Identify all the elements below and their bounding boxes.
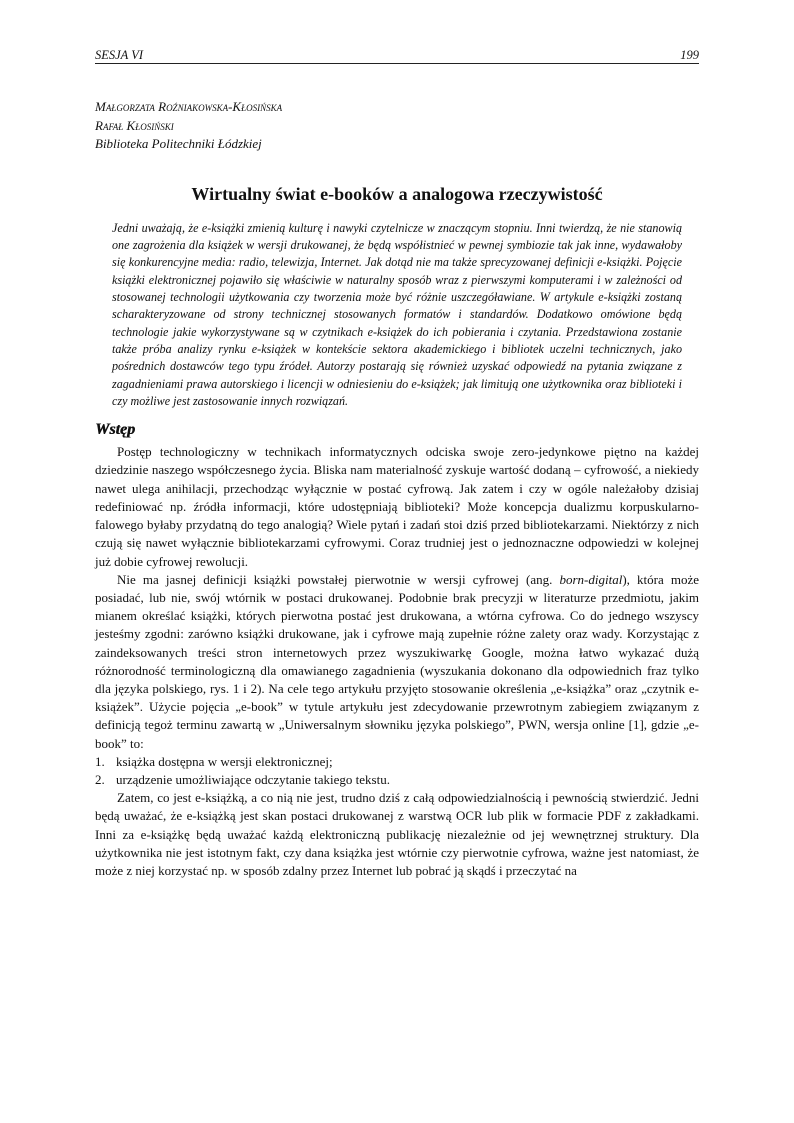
paragraph: Nie ma jasnej definicji książki powstałej pierwotnie w wersji cyfrowej (ang. born-digital), która może posiadać, lub nie, swój wtórnik w postaci drukowanej. Podobnie brak precyzji w literaturze przedmiotu, jakim mianem określać książki, których pierwotna postać jest drukowana, a wtórna cyfrowa. Co do jednego wszyscy jesteśmy zgodni: zarówno książki drukowane, jak i cyfrowe mają zupełnie różne zalety oraz wady. Korzystając z zaindeksowanych treści stron internetowych przez wyszukiwarkę Google, można łatwo wykazać dużą różnorodność terminologiczną dla omawianego zagadnienia (wyszukania dokonano dla odpowiednich fraz tylko dla języka polskiego, rys. 1 i 2). Na cele tego artykułu przyjęto stosowanie określenia „e-książka” oraz „czytnik e-książek”. Użycie pojęcia „e-book” w tytule artykułu jest zdecydowanie przewrotnym zabiegiem związanym z definicją tegoż terminu zawartą w „Uniwersalnym słowniku języka polskiego”, PWN, wersja online [1], gdzie „e-book” to:: [95, 571, 699, 751]
list-item: 1. książka dostępna w wersji elektronicznej;: [95, 753, 333, 769]
author-1: Małgorzata Roźniakowska-Kłosińska: [95, 99, 283, 114]
emphasis: born-digital: [559, 571, 623, 587]
page-number: 199: [680, 48, 699, 62]
paragraph: Postęp technologiczny w technikach informatycznych odciska swoje zero-jedynkowe piętno na każdej dziedzinie naszego współczesnego życia. Bliska nam materialność zyskuje wartość dodaną – cyfrowość, a niekiedy nawet ulega anihilacji, przechodząc wyłącznie w postać cyfrową. Jak zatem i czy w ogóle należałoby dzisiaj redefiniować np. źródła informacji, które udostępniają biblioteki? Może koncepcja dualizmu korpuskularno-falowego byłaby przydatną do tego analogią? Wiele pytań i zadań stoi dziś przed bibliotekarzami. Niektórzy z nich czują się nawet wyłącznie bibliotekarzami cyfrowymi. Coraz trudniej jest o jednoznaczne odpowiedzi w kolejnej już dobie cyfrowej rewolucji.: [95, 444, 699, 569]
affiliation: Biblioteka Politechniki Łódzkiej: [95, 136, 262, 151]
document-page: [95, 48, 699, 880]
author-2: Rafał Kłosiński: [95, 117, 174, 133]
section-heading: Wstęp: [95, 421, 135, 439]
body-text: [95, 443, 699, 880]
running-header: [95, 48, 699, 64]
abstract: Jedni uważają, że e-książki zmienią kulturę i nawyki czytelnicze w znaczącym stopniu. Inni twierdzą, że nie stanowią one zagrożenia dla książek w wersji drukowanej, że będą współistnieć w pewnej symbiozie tak jak inne, wydawałoby się konkurencyjne media: radio, telewizja, Internet. Jak dotąd nie ma także sprecyzowanej definicji e-książki. Pojęcie książki elektronicznej pojawiło się właściwie w naturalny sposób wraz z pierwszymi komputerami i w zależności od stosowanej technologii użytkowania czy tworzenia może być różnie uszczegóławiane. W artykule e-książki zostaną scharakteryzowane od strony technicznej stosowanych formatów i standardów. Dodatkowo omówione będą technologie jakie wykorzystywane są w czytnikach e-książek do ich pobierania i czytania. Przedstawiona zostanie także próba analizy rynku e-książek w kontekście sektora akademickiego i bibliotek uczelni technicznych, jako pośrednich dostawców tego typu źródeł. Autorzy postarają się również uzyskać odpowiedź na pytania związane z zagadnieniami prawa autorskiego i licencji w odniesieniu do e-książek; jak limitują one użytkownika oraz biblioteki i czy możliwe jest zastosowanie innych rozwiązań.: [112, 220, 682, 408]
list-item: 2. urządzenie umożliwiające odczytanie takiego tekstu.: [95, 771, 390, 787]
author-block: [95, 98, 699, 154]
paragraph: Zatem, co jest e-książką, a co nią nie jest, trudno dziś z całą odpowiedzialnością i pewnością stwierdzić. Jedni będą uważać, że e-książką jest skan postaci drukowanej z warstwą OCR lub plik w formacie PDF z zakładkami. Inni za e-książkę będą uważać każdą elektroniczną publikację niezależnie od jej wewnętrznej struktury. Dla użytkownika nie jest istotnym fakt, czy dana książka jest wtórnie czy pierwotnie cyfrowa, ważne jest natomiast, że może z niej korzystać np. w sposób zdalny przez Internet lub pobrać ją skądś i przeczytać na: [95, 790, 699, 878]
definition-list: [95, 753, 699, 789]
paper-title: Wirtualny świat e-booków a analogowa rzeczywistość: [191, 183, 603, 204]
session-label: SESJA VI: [95, 48, 144, 62]
